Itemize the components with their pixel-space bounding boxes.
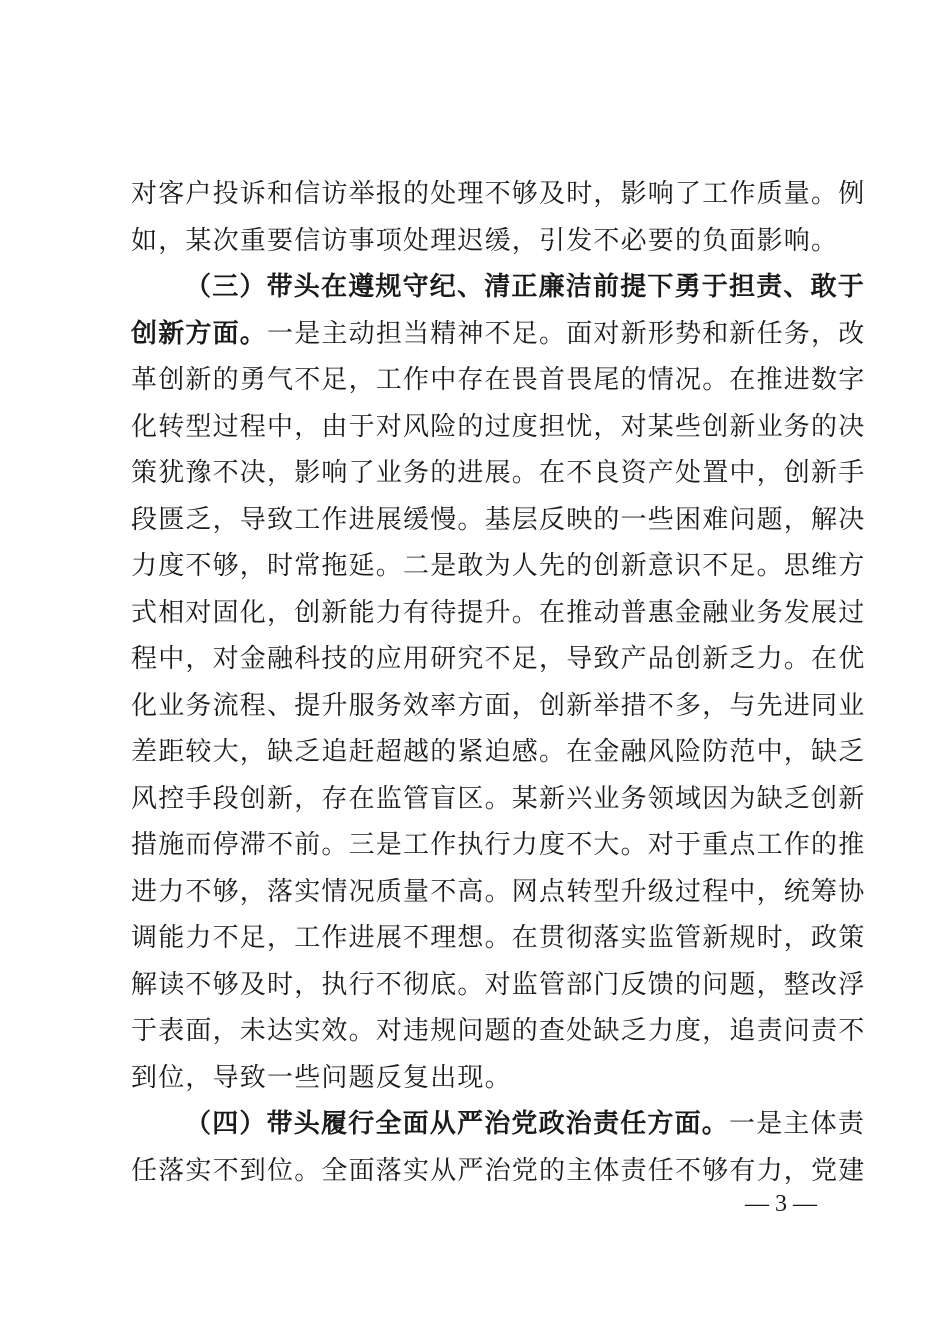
text-segment: 风控手段创新，存在监管盲区。某新兴业务领域因为缺乏创新: [131, 783, 866, 814]
text-segment: 化转型过程中，由于对风险的过度担忧，对某些创新业务的决: [131, 411, 866, 442]
text-line: [131, 1008, 866, 1055]
text-line: [131, 497, 866, 544]
text-segment: 到位，导致一些问题反复出现。: [131, 1062, 512, 1093]
text-segment: 一是主体责: [729, 1109, 866, 1139]
text-line: [131, 543, 866, 590]
section-heading-line: [131, 264, 866, 311]
text-segment: 措施而停滞不前。三是工作执行力度不大。对于重点工作的推: [131, 830, 866, 860]
text-segment: 化业务流程、提升服务效率方面，创新举措不多，与先进同业: [131, 690, 866, 721]
text-segment: 段匮乏，导致工作进展缓慢。基层反映的一些困难问题，解决: [131, 504, 866, 535]
text-segment: 任落实不到位。全面落实从严治党的主体责任不够有力，党建: [131, 1155, 866, 1186]
text-segment: 差距较大，缺乏追赶超越的紧迫感。在金融风险防范中，缺乏: [131, 737, 866, 767]
text-segment: 策犹豫不决，影响了业务的进展。在不良资产处置中，创新手: [131, 458, 866, 488]
text-segment: 调能力不足，工作进展不理想。在贯彻落实监管新规时，政策: [131, 923, 866, 953]
section-heading-line: [131, 1101, 866, 1148]
text-segment: 一是主动担当精神不足。面对新形势和新任务，改: [267, 318, 866, 349]
section-heading-three-end: 创新方面。: [131, 318, 268, 349]
text-line: [131, 404, 866, 451]
body-text: [131, 171, 866, 1194]
text-line: [131, 357, 866, 404]
text-line: [131, 218, 839, 265]
text-line: [131, 962, 866, 1009]
section-heading-four: （四）带头履行全面从严治党政治责任方面。: [185, 1109, 730, 1139]
text-segment: 革创新的勇气不足，工作中存在畏首畏尾的情况。在推进数字: [131, 365, 866, 395]
page-number: — 3 —: [745, 1191, 817, 1217]
text-line: [131, 311, 866, 358]
text-line: [131, 171, 866, 218]
text-line: [131, 1148, 866, 1195]
text-line: [131, 729, 866, 776]
text-segment: 解读不够及时，执行不彻底。对监管部门反馈的问题，整改浮: [131, 969, 866, 1000]
text-line: [131, 683, 866, 730]
text-line: [131, 869, 866, 916]
text-line: [131, 915, 866, 962]
text-segment: 程中，对金融科技的应用研究不足，导致产品创新乏力。在优: [131, 644, 866, 674]
text-segment: 力度不够，时常拖延。二是敢为人先的创新意识不足。思维方: [131, 551, 866, 581]
text-line: [131, 590, 866, 637]
text-segment: 如，某次重要信访事项处理迟缓，引发不必要的负面影响。: [131, 225, 839, 256]
text-line: [131, 450, 866, 497]
text-line: [131, 776, 866, 823]
text-line: [131, 822, 866, 869]
text-segment: 式相对固化，创新能力有待提升。在推动普惠金融业务发展过: [131, 597, 866, 628]
text-line: [131, 1055, 820, 1102]
text-segment: 于表面，未达实效。对违规问题的查处缺乏力度，追责问责不: [131, 1016, 866, 1046]
section-heading-three: （三）带头在遵规守纪、清正廉洁前提下勇于担责、敢于: [185, 272, 866, 302]
text-segment: 对客户投诉和信访举报的处理不够及时，影响了工作质量。例: [131, 179, 866, 209]
text-segment: 进力不够，落实情况质量不高。网点转型升级过程中，统筹协: [131, 876, 866, 907]
text-line: [131, 636, 866, 683]
